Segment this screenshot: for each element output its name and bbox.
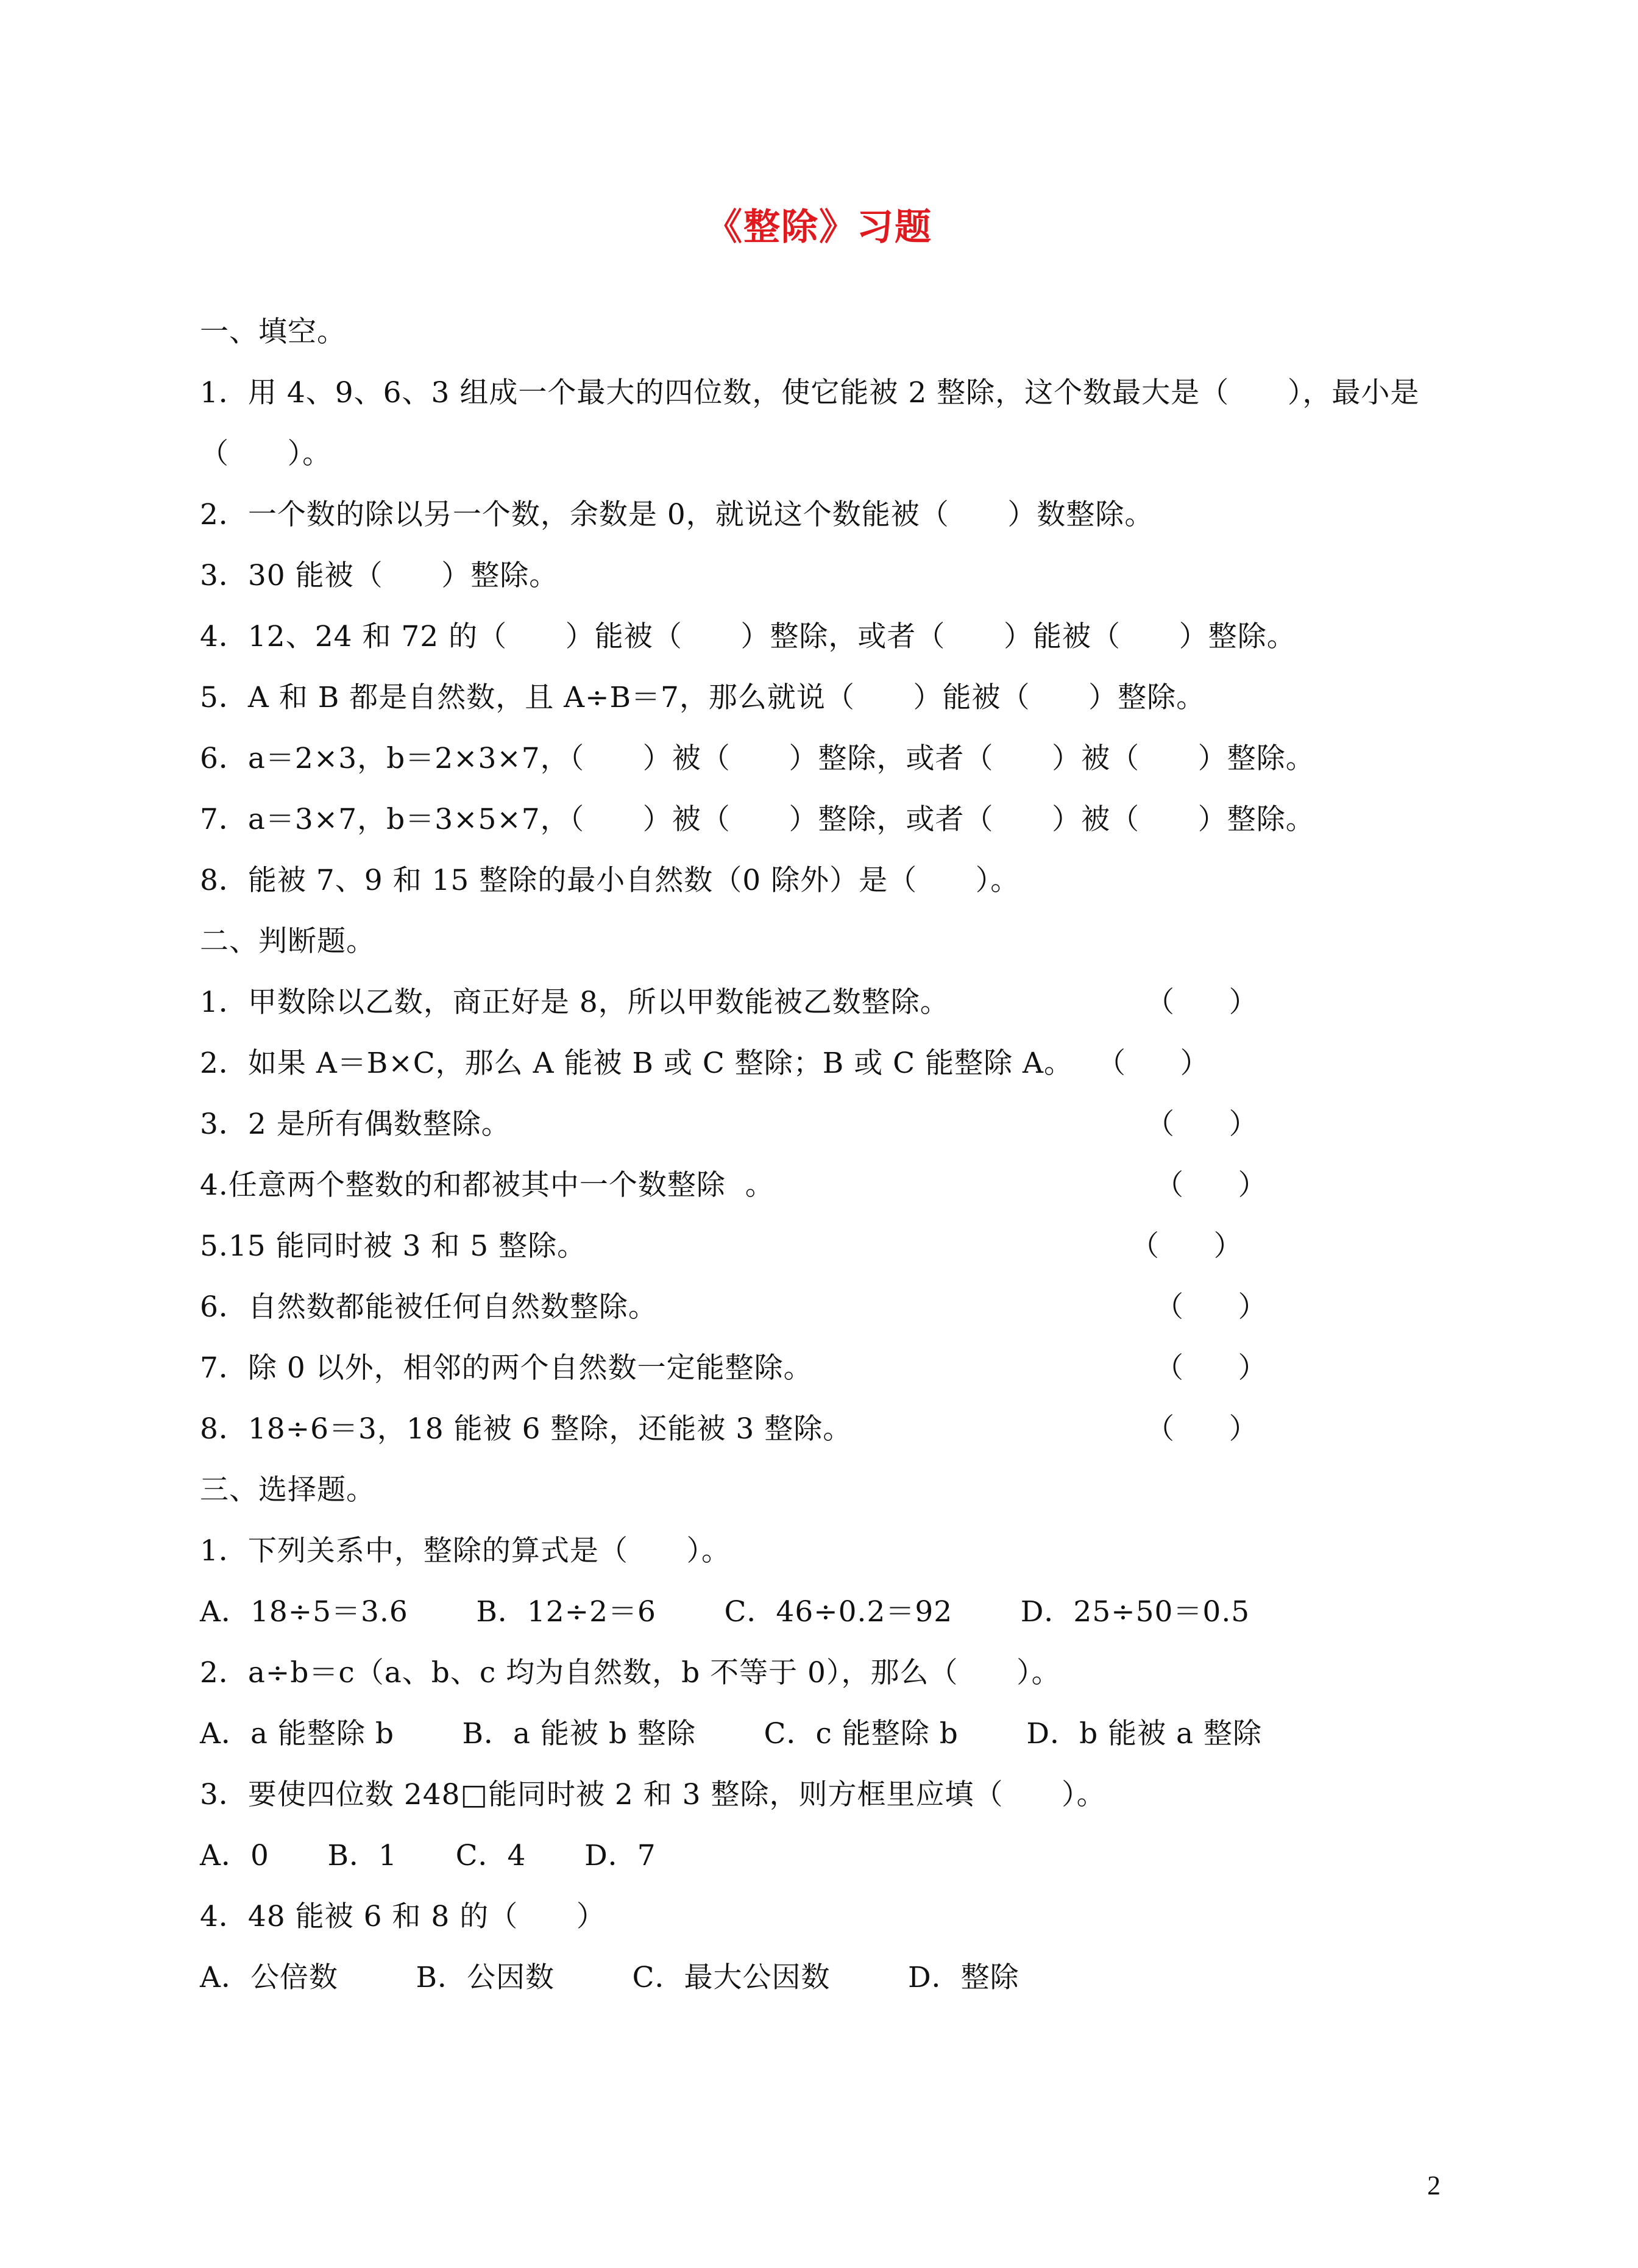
judge-answer-blank-7: （ ） — [1155, 1351, 1267, 1385]
judge-answer-blank-8: （ ） — [1146, 1412, 1258, 1446]
judge-question-3: 3．2 是所有偶数整除。 — [200, 1107, 511, 1141]
page-number: 2 — [1427, 2170, 1441, 2200]
judge-question-2: 2．如果 A＝B×C，那么 A 能被 B 或 C 整除；B 或 C 能整除 A。 — [200, 1047, 1073, 1080]
judge-answer-blank-5: （ ） — [1130, 1229, 1243, 1263]
judge-answer-blank-6: （ ） — [1155, 1290, 1267, 1324]
fill-question-1-line-2: （ ）。 — [200, 437, 332, 471]
judge-answer-blank-3: （ ） — [1146, 1107, 1258, 1141]
judge-question-5: 5.15 能同时被 3 和 5 整除。 — [200, 1229, 587, 1263]
fill-question-3: 3．30 能被（ ）整除。 — [200, 559, 559, 592]
choice-question-2: 2．a÷b＝c（a、b、c 均为自然数，b 不等于 0），那么（ ）。 — [200, 1656, 1061, 1690]
judge-question-6: 6．自然数都能被任何自然数整除。 — [200, 1290, 658, 1324]
fill-question-7: 7．a＝3×7，b＝3×5×7，（ ）被（ ）整除，或者（ ）被（ ）整除。 — [200, 803, 1315, 836]
choice-question-2-options: A．a 能整除 b B．a 能被 b 整除 C．c 能整除 b D．b 能被 a 整除 — [200, 1717, 1262, 1751]
judge-question-1: 1．甲数除以乙数，商正好是 8，所以甲数能被乙数整除。 — [200, 986, 949, 1019]
choice-question-1-options: A．18÷5＝3.6 B．12÷2＝6 C．46÷0.2＝92 D．25÷50＝0.5 — [200, 1595, 1250, 1629]
fill-question-2: 2．一个数的除以另一个数，余数是 0，就说这个数能被（ ）数整除。 — [200, 498, 1154, 531]
section-heading-fill: 一、填空。 — [200, 315, 346, 349]
fill-question-6: 6．a＝2×3，b＝2×3×7，（ ）被（ ）整除，或者（ ）被（ ）整除。 — [200, 742, 1315, 775]
choice-question-3-options: A．0 B．1 C．4 D．7 — [200, 1839, 656, 1872]
choice-question-4-options: A．公倍数 B．公因数 C．最大公因数 D．整除 — [200, 1961, 1019, 1994]
choice-question-1: 1．下列关系中，整除的算式是（ ）。 — [200, 1534, 731, 1568]
fill-question-1-line-1: 1．用 4、9、6、3 组成一个最大的四位数，使它能被 2 整除，这个数最大是（ ），最小是 — [200, 376, 1420, 410]
page-title: 《整除》习题 — [706, 206, 932, 249]
choice-question-4: 4．48 能被 6 和 8 的（ ） — [200, 1900, 606, 1933]
fill-question-4: 4．12、24 和 72 的（ ）能被（ ）整除，或者（ ）能被（ ）整除。 — [200, 620, 1296, 653]
judge-answer-blank-4: （ ） — [1155, 1168, 1267, 1202]
section-heading-judge: 二、判断题。 — [200, 925, 375, 958]
judge-answer-blank-2: （ ） — [1097, 1047, 1209, 1080]
choice-question-3: 3．要使四位数 248□能同时被 2 和 3 整除，则方框里应填（ ）。 — [200, 1778, 1106, 1811]
fill-question-5: 5．A 和 B 都是自然数，且 A÷B＝7，那么就说（ ）能被（ ）整除。 — [200, 681, 1206, 714]
judge-question-8: 8．18÷6＝3，18 能被 6 整除，还能被 3 整除。 — [200, 1412, 853, 1446]
judge-question-7: 7．除 0 以外，相邻的两个自然数一定能整除。 — [200, 1351, 813, 1385]
judge-question-4: 4.任意两个整数的和都被其中一个数整除 。 — [200, 1168, 775, 1202]
judge-answer-blank-1: （ ） — [1146, 986, 1258, 1019]
fill-question-8: 8．能被 7、9 和 15 整除的最小自然数（0 除外）是（ ）。 — [200, 864, 1020, 897]
section-heading-choice: 三、选择题。 — [200, 1473, 375, 1507]
